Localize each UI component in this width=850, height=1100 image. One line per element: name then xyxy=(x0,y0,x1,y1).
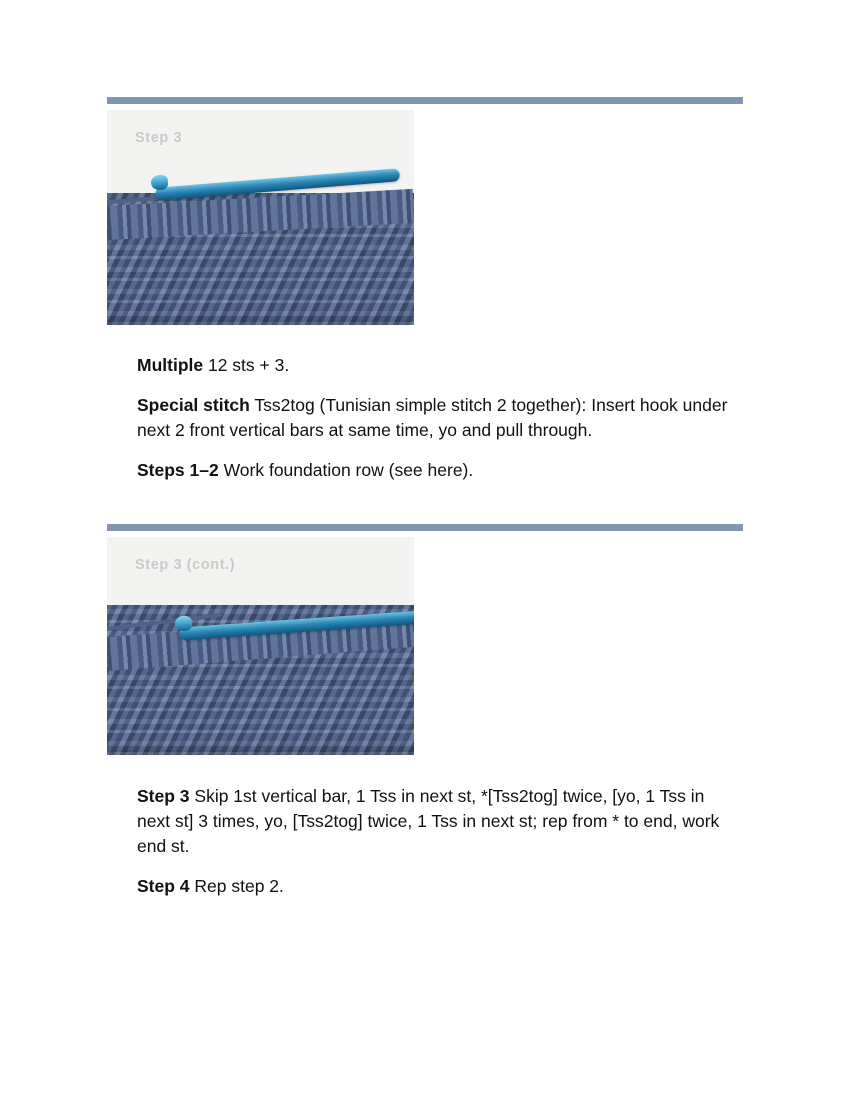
figure-step-3-cont xyxy=(107,537,414,755)
section-divider-top xyxy=(107,97,743,104)
crochet-hook-head xyxy=(150,174,168,190)
figure-shadow-cont xyxy=(107,739,414,755)
section-divider-middle xyxy=(107,524,743,531)
paragraph-multiple-body: 12 sts + 3. xyxy=(203,355,290,375)
paragraph-step-4-lead: Step 4 xyxy=(137,876,190,896)
paragraph-step-3 xyxy=(137,784,737,859)
crochet-hook-head-cont xyxy=(174,615,192,631)
paragraph-special-stitch-lead: Special stitch xyxy=(137,395,250,415)
instructions-block-2 xyxy=(137,784,737,899)
instructions-block-1 xyxy=(137,353,737,483)
figure-caption-step-3-cont: Step 3 (cont.) xyxy=(135,557,236,573)
paragraph-steps-1-2-lead: Steps 1–2 xyxy=(137,460,219,480)
paragraph-step-3-body: Skip 1st vertical bar, 1 Tss in next st, *[Tss2tog] twice, [yo, 1 Tss in next st] 3 times, yo, [Tss2tog] twice, 1 Tss in next st; rep from * to end, work end st. xyxy=(137,786,720,856)
paragraph-multiple-lead: Multiple xyxy=(137,355,204,375)
figure-shadow xyxy=(107,309,414,325)
paragraph-step-4-body: Rep step 2. xyxy=(189,876,284,896)
paragraph-multiple xyxy=(137,353,737,378)
paragraph-special-stitch xyxy=(137,393,737,443)
figure-caption-step-3: Step 3 xyxy=(135,130,183,146)
figure-step-3 xyxy=(107,110,414,325)
paragraph-steps-1-2-body: Work foundation row (see here). xyxy=(218,460,474,480)
paragraph-steps-1-2 xyxy=(137,458,737,483)
paragraph-step-3-lead: Step 3 xyxy=(137,786,190,806)
paragraph-special-stitch-body: Tss2tog (Tunisian simple stitch 2 together): Insert hook under next 2 front vertical bars at same time, yo and pull through. xyxy=(137,395,728,440)
paragraph-step-4 xyxy=(137,874,737,899)
